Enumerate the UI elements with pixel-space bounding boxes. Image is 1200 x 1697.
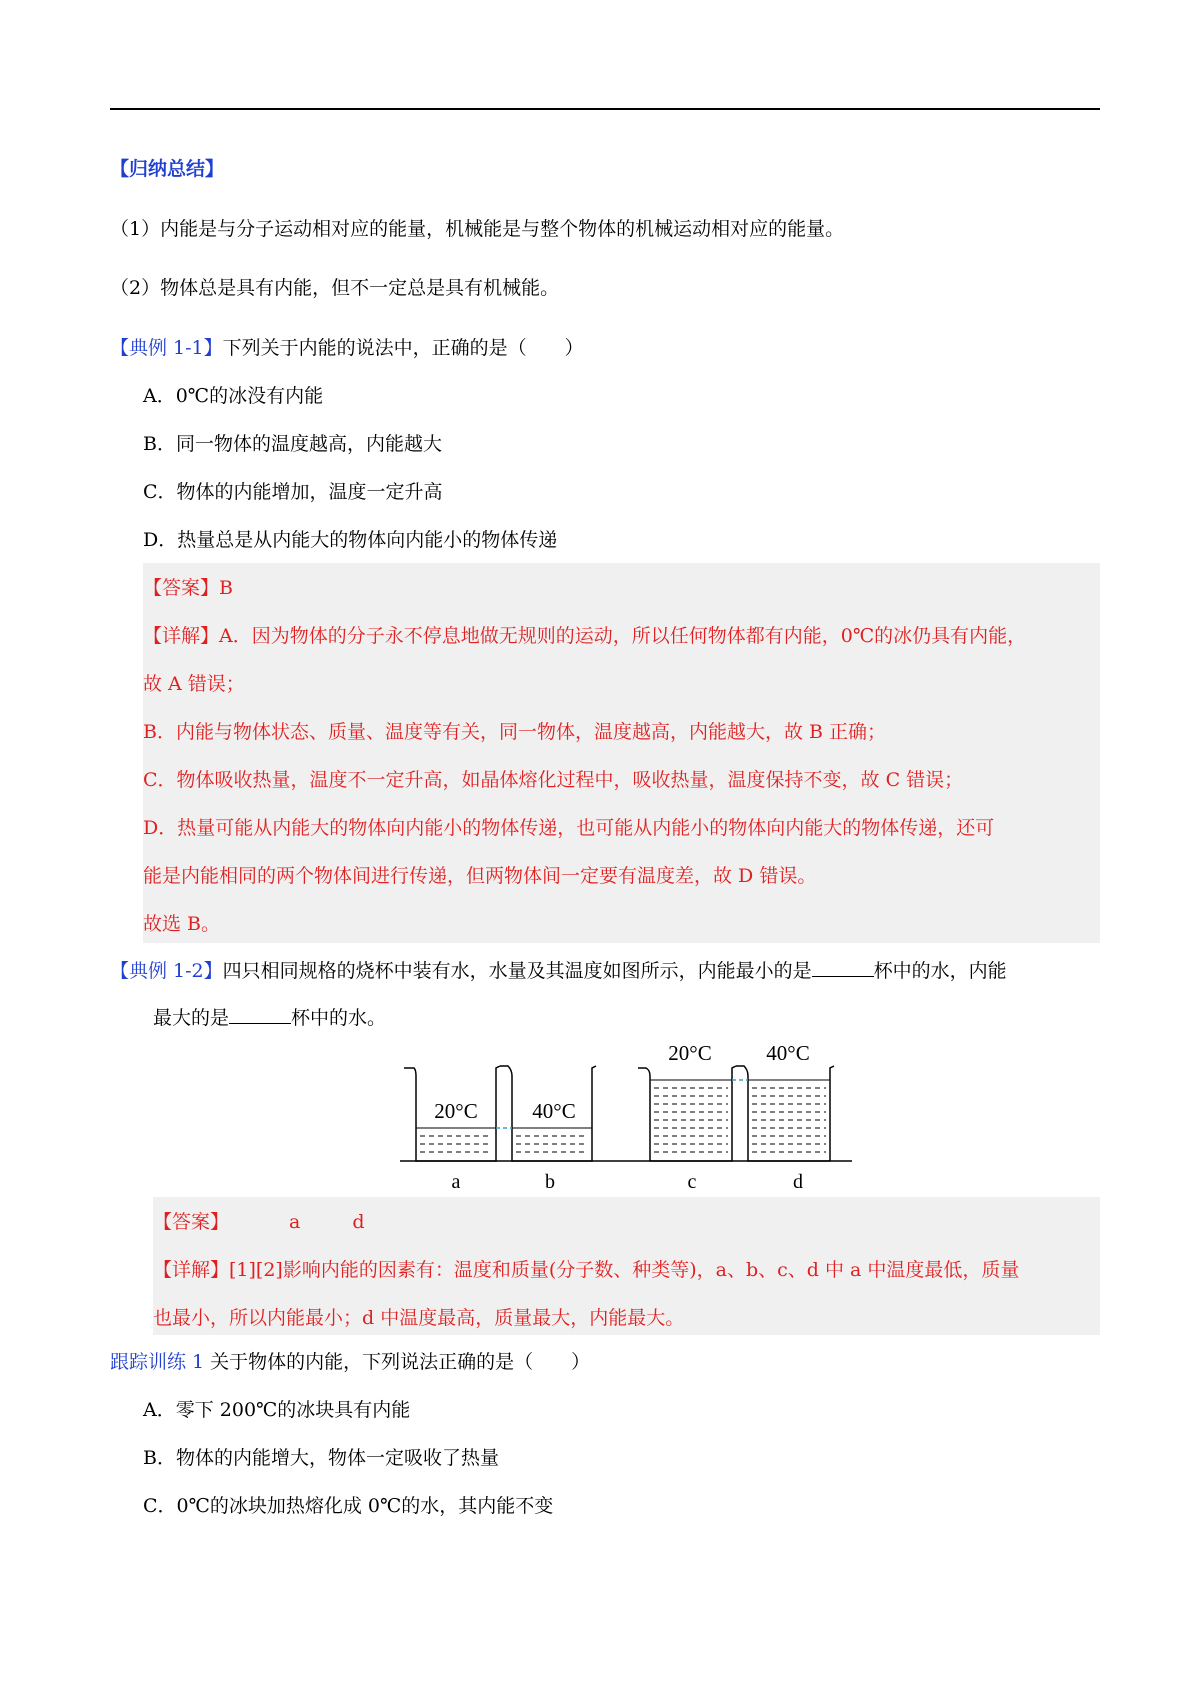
example-2-detail-line-2: 也最小，所以内能最小；d 中温度最高，质量最大，内能最大。 bbox=[153, 1307, 685, 1329]
beaker-d-temp: 40°C bbox=[766, 1041, 810, 1065]
header-rule bbox=[110, 108, 1100, 110]
example-1-detail-tag: 【详解】 bbox=[143, 625, 220, 647]
practice-1-tag: 跟踪训练 1 bbox=[110, 1351, 205, 1373]
example-1-detail-line-7: 故选 B。 bbox=[143, 913, 221, 935]
practice-1-question-line bbox=[110, 1349, 590, 1375]
beaker-a-temp: 20°C bbox=[434, 1099, 478, 1123]
example-1-option-a: A．0℃的冰没有内能 bbox=[143, 385, 324, 407]
example-2-blank-1[interactable] bbox=[812, 956, 874, 977]
example-1-question: 下列关于内能的说法中，正确的是（ ） bbox=[222, 337, 584, 359]
example-1-answer-tag: 【答案】 bbox=[143, 577, 220, 599]
beaker-b-temp: 40°C bbox=[532, 1099, 576, 1123]
example-2-question-c: 最大的是 bbox=[153, 1007, 230, 1029]
example-2-question-line-2 bbox=[153, 1003, 386, 1031]
example-1-answer-line bbox=[143, 575, 233, 601]
example-1-tag: 【典例 1-1】 bbox=[110, 337, 223, 359]
example-2-answer-line bbox=[153, 1209, 365, 1235]
practice-1-question: 关于物体的内能，下列说法正确的是（ ） bbox=[210, 1351, 591, 1373]
example-1-option-d: D．热量总是从内能大的物体向内能小的物体传递 bbox=[143, 529, 558, 551]
example-2-tag: 【典例 1-2】 bbox=[110, 960, 223, 982]
summary-heading: 【归纳总结】 bbox=[110, 158, 225, 180]
summary-item-2: （2）物体总是具有内能，但不一定总是具有机械能。 bbox=[110, 277, 560, 299]
practice-1-option-b: B．物体的内能增大，物体一定吸收了热量 bbox=[143, 1447, 499, 1469]
beaker-a bbox=[404, 1066, 500, 1193]
example-1-detail-text-1: A．因为物体的分子永不停息地做无规则的运动，所以任何物体都有内能，0℃的冰仍具有内能， bbox=[219, 625, 1027, 647]
example-2-detail-text-1: [1][2]影响内能的因素有：温度和质量(分子数、种类等)，a、b、c、d 中 a 中温度最低，质量 bbox=[229, 1259, 1020, 1281]
beaker-b bbox=[500, 1066, 596, 1193]
example-1-option-c: C．物体的内能增加，温度一定升高 bbox=[143, 481, 443, 503]
beakers-figure bbox=[400, 1030, 860, 1200]
practice-1-option-c: C．0℃的冰块加热熔化成 0℃的水，其内能不变 bbox=[143, 1495, 554, 1517]
beaker-d bbox=[736, 1041, 834, 1193]
beaker-b-label: b bbox=[545, 1171, 555, 1193]
example-1-detail-line-6: 能是内能相同的两个物体间进行传递，但两物体间一定要有温度差，故 D 错误。 bbox=[143, 865, 817, 887]
beaker-c bbox=[638, 1041, 736, 1193]
beaker-c-temp: 20°C bbox=[668, 1041, 712, 1065]
example-2-question-a: 四只相同规格的烧杯中装有水，水量及其温度如图所示，内能最小的是 bbox=[222, 960, 812, 982]
beaker-d-label: d bbox=[793, 1171, 803, 1193]
example-1-detail-line-2: 故 A 错误； bbox=[143, 673, 245, 695]
example-2-detail-tag: 【详解】 bbox=[153, 1259, 230, 1281]
example-1-answer: B bbox=[219, 577, 233, 599]
example-2-question-line-1 bbox=[110, 956, 1007, 984]
example-1-detail-line-1 bbox=[143, 623, 1026, 649]
example-1-question-line bbox=[110, 335, 584, 361]
summary-item-1: （1）内能是与分子运动相对应的能量，机械能是与整个物体的机械运动相对应的能量。 bbox=[110, 218, 845, 240]
example-1-detail-line-4: C．物体吸收热量，温度不一定升高，如晶体熔化过程中，吸收热量，温度保持不变，故 C 错误； bbox=[143, 769, 964, 791]
example-2-answer-1: a bbox=[289, 1211, 301, 1233]
practice-1-option-a: A．零下 200℃的冰块具有内能 bbox=[143, 1399, 411, 1421]
example-1-option-b: B．同一物体的温度越高，内能越大 bbox=[143, 433, 442, 455]
example-2-blank-2[interactable] bbox=[229, 1003, 291, 1024]
example-1-detail-line-5: D．热量可能从内能大的物体向内能小的物体传递，也可能从内能小的物体向内能大的物体传递，还可 bbox=[143, 817, 995, 839]
example-2-answer-tag: 【答案】 bbox=[153, 1211, 230, 1233]
example-1-detail-line-3: B．内能与物体状态、质量、温度等有关，同一物体，温度越高，内能越大，故 B 正确； bbox=[143, 721, 887, 743]
example-2-question-d: 杯中的水。 bbox=[291, 1007, 387, 1029]
beaker-c-label: c bbox=[687, 1171, 697, 1193]
example-2-detail-line-1 bbox=[153, 1257, 1019, 1283]
example-2-question-b: 杯中的水，内能 bbox=[873, 960, 1007, 982]
example-2-answer-2: d bbox=[352, 1211, 365, 1233]
beaker-a-label: a bbox=[451, 1171, 461, 1193]
